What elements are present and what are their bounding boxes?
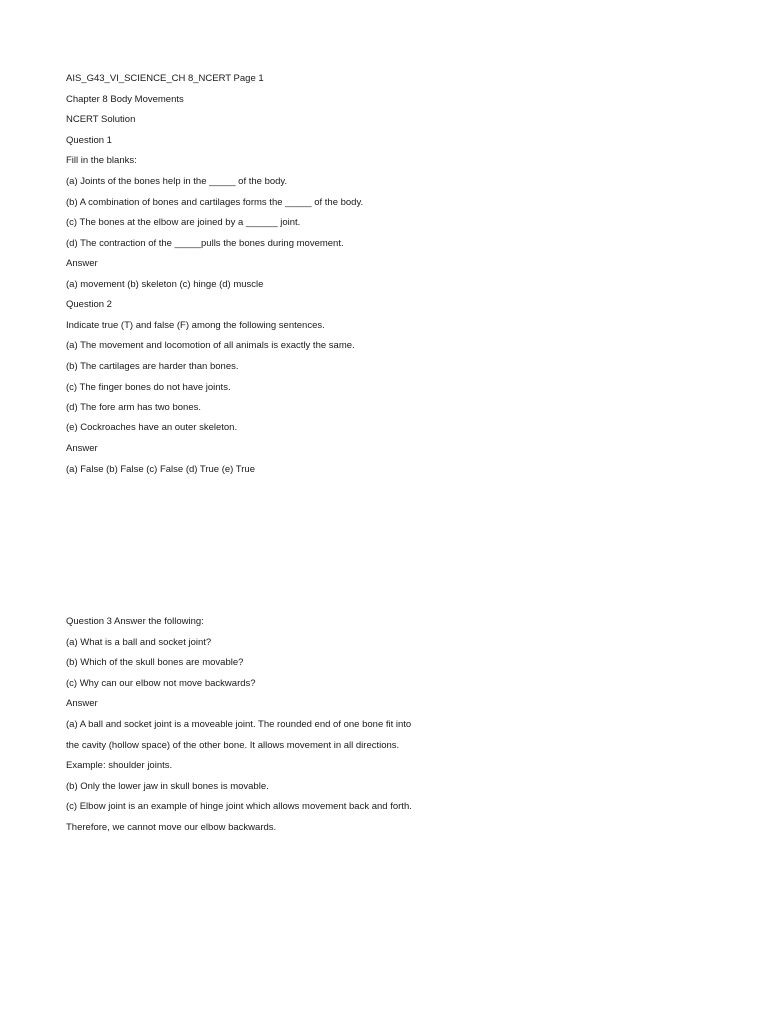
question-3-item-a: (a) What is a ball and socket joint? <box>66 637 212 648</box>
question-1-item-b: (b) A combination of bones and cartilages forms the _____ of the body. <box>66 197 364 208</box>
answer-2-heading: Answer <box>66 443 98 454</box>
answer-3-text-line-2: the cavity (hollow space) of the other bone. It allows movement in all directions. <box>66 740 400 751</box>
question-2-item-e: (e) Cockroaches have an outer skeleton. <box>66 422 238 433</box>
chapter-title: Chapter 8 Body Movements <box>66 94 184 105</box>
question-1-item-c: (c) The bones at the elbow are joined by a ______ joint. <box>66 217 301 228</box>
question-1-item-d: (d) The contraction of the _____pulls the bones during movement. <box>66 238 344 249</box>
answer-3-text-line-4: (b) Only the lower jaw in skull bones is movable. <box>66 781 269 792</box>
answer-3-text-line-3: Example: shoulder joints. <box>66 760 173 771</box>
answer-1-heading: Answer <box>66 258 98 269</box>
section-title: NCERT Solution <box>66 114 136 125</box>
page-header: AIS_G43_VI_SCIENCE_CH 8_NCERT Page 1 <box>66 73 264 84</box>
answer-1-text: (a) movement (b) skeleton (c) hinge (d) muscle <box>66 279 264 290</box>
answer-3-text-line-1: (a) A ball and socket joint is a moveable joint. The rounded end of one bone fit into <box>66 719 412 730</box>
answer-3-text-line-5: (c) Elbow joint is an example of hinge joint which allows movement back and forth. <box>66 801 412 812</box>
question-3-item-b: (b) Which of the skull bones are movable? <box>66 657 244 668</box>
question-2-item-a: (a) The movement and locomotion of all animals is exactly the same. <box>66 340 355 351</box>
question-1-item-a: (a) Joints of the bones help in the _____ of the body. <box>66 176 288 187</box>
question-3-heading: Question 3 Answer the following: <box>66 616 204 627</box>
answer-3-text-line-6: Therefore, we cannot move our elbow backwards. <box>66 822 277 833</box>
question-1-heading: Question 1 <box>66 135 112 146</box>
question-3-item-c: (c) Why can our elbow not move backwards? <box>66 678 256 689</box>
question-2-item-b: (b) The cartilages are harder than bones. <box>66 361 239 372</box>
question-2-instruction: Indicate true (T) and false (F) among the following sentences. <box>66 320 325 331</box>
answer-2-text: (a) False (b) False (c) False (d) True (e) True <box>66 464 255 475</box>
question-2-heading: Question 2 <box>66 299 112 310</box>
question-2-item-c: (c) The finger bones do not have joints. <box>66 382 231 393</box>
answer-3-heading: Answer <box>66 698 98 709</box>
question-1-instruction: Fill in the blanks: <box>66 155 137 166</box>
question-2-item-d: (d) The fore arm has two bones. <box>66 402 201 413</box>
